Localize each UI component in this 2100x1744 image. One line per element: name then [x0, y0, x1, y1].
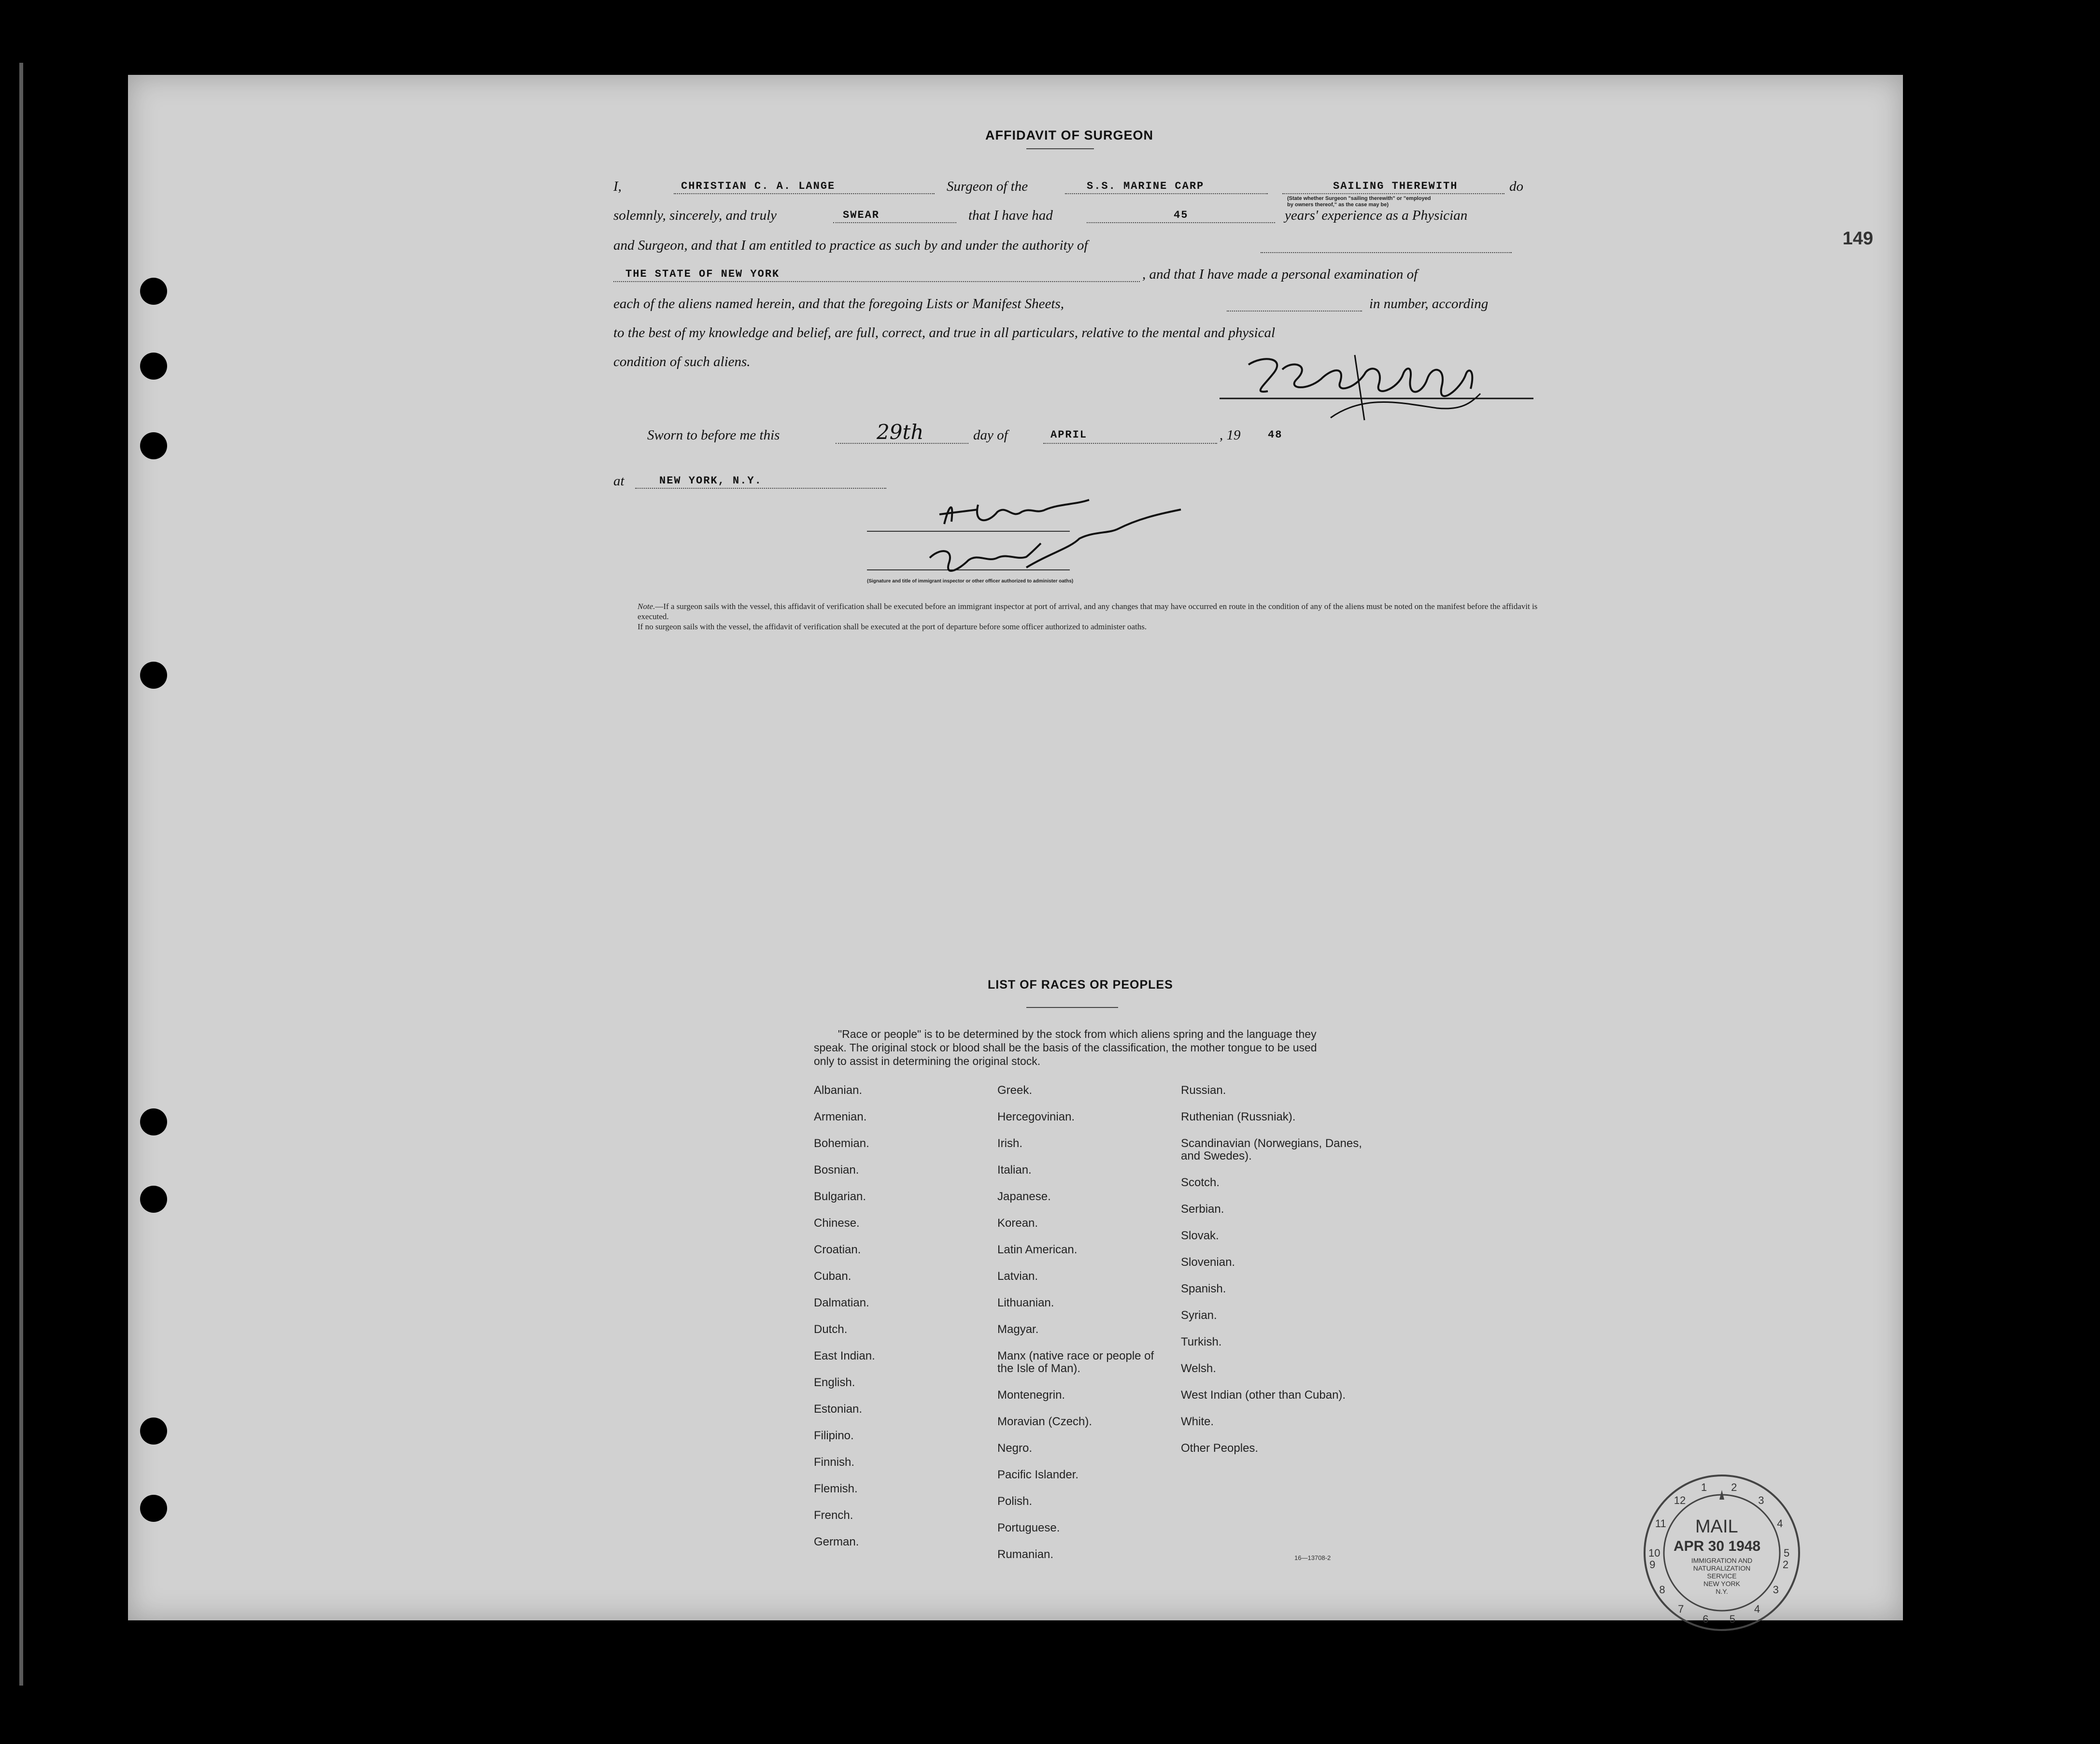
binder-hole: [140, 1108, 167, 1135]
races-col-1: [814, 1084, 973, 1562]
race-item: Rumanian.: [997, 1548, 1054, 1561]
surgeon-signature: [1220, 345, 1533, 427]
officer-caption: (Signature and title of immigrant inspector or other officer authorized to administer oaths): [867, 579, 1074, 584]
race-item: Cuban.: [814, 1270, 851, 1283]
race-item: Irish.: [997, 1137, 1023, 1150]
races-title: LIST OF RACES OR PEOPLES: [988, 978, 1173, 992]
affidavit-text: each of the aliens named herein, and that the foregoing Lists or Manifest Sheets,: [613, 296, 1064, 312]
race-item: Magyar.: [997, 1323, 1039, 1336]
race-item: Syrian.: [1181, 1309, 1217, 1322]
binder-hole: [140, 1186, 167, 1213]
race-item: Korean.: [997, 1217, 1038, 1230]
note-label: Note.: [638, 602, 655, 611]
stamp-ring-number: 9: [1649, 1559, 1656, 1571]
race-item: Japanese.: [997, 1190, 1051, 1203]
race-item: Lithuanian.: [997, 1296, 1054, 1309]
race-item: Pacific Islander.: [997, 1468, 1079, 1481]
race-item: Latin American.: [997, 1243, 1078, 1256]
binder-hole: [140, 1418, 167, 1445]
race-item: Chinese.: [814, 1217, 860, 1230]
surgeon-status: SAILING THEREWITH: [1333, 180, 1458, 192]
race-item: Scandinavian (Norwegians, Danes, and Swedes).: [1181, 1137, 1362, 1163]
race-item: Armenian.: [814, 1110, 867, 1123]
races-col-2: [997, 1084, 1166, 1575]
stamp-office: [1686, 1557, 1758, 1595]
sworn-day: 29th: [877, 420, 924, 444]
binder-hole: [140, 432, 167, 459]
race-item: Bulgarian.: [814, 1190, 866, 1203]
fill-line: [1261, 252, 1512, 253]
race-item: Dalmatian.: [814, 1296, 869, 1309]
affidavit-title: AFFIDAVIT OF SURGEON: [985, 128, 1153, 142]
affidavit-text: Surgeon of the: [947, 179, 1028, 194]
stamp-ring-number: 3: [1758, 1494, 1764, 1506]
affidavit-text: at: [613, 473, 624, 489]
stamp-ring-number: 4: [1754, 1602, 1760, 1615]
stamp-top: MAIL: [1695, 1517, 1738, 1537]
race-item: Turkish.: [1181, 1335, 1222, 1348]
note-text-1: —If a surgeon sails with the vessel, this affidavit of verification shall be executed before an immigrant inspector at port of arrival, and any changes that may have occurred en route in the condition of any of the aliens must be noted on the manifest before the affidavit is executed.: [638, 602, 1538, 621]
race-item: Russian.: [1181, 1084, 1226, 1097]
race-item: Montenegrin.: [997, 1389, 1065, 1402]
binder-hole: [140, 1495, 167, 1522]
stamp-ring-number: 6: [1703, 1613, 1709, 1626]
fill-line: [674, 193, 935, 194]
stamp-ring-number: 11: [1655, 1517, 1666, 1530]
binder-hole: [140, 662, 167, 689]
note-text-2: If no surgeon sails with the vessel, the affidavit of verification shall be executed at the port of departure before some officer authorized to administer oaths.: [638, 622, 1147, 631]
race-item: Estonian.: [814, 1403, 863, 1416]
sworn-year: 48: [1268, 429, 1283, 441]
race-item: Welsh.: [1181, 1362, 1216, 1375]
race-item: Albanian.: [814, 1084, 863, 1097]
affidavit-text: condition of such aliens.: [613, 354, 751, 369]
fill-line: [833, 222, 956, 223]
fill-line: [1282, 193, 1504, 194]
affidavit-text: , 19: [1220, 427, 1241, 443]
stamp-date: APR 30 1948: [1674, 1538, 1761, 1554]
race-item: Finnish.: [814, 1456, 855, 1469]
race-item: Polish.: [997, 1495, 1033, 1508]
race-item: Portuguese.: [997, 1521, 1060, 1534]
status-note: (State whether Surgeon "sailing therewith" or "employed by owners thereof," as the case may be): [1287, 196, 1431, 208]
race-item: East Indian.: [814, 1349, 875, 1362]
binder-hole: [140, 278, 167, 305]
race-item: Slovenian.: [1181, 1256, 1235, 1269]
stamp-ring-number: 5: [1784, 1547, 1790, 1559]
race-item: Manx (native race or people of the Isle of Man).: [997, 1349, 1154, 1375]
mail-received-stamp: [1640, 1471, 1804, 1635]
race-item: West Indian (other than Cuban).: [1181, 1389, 1346, 1402]
race-item: Dutch.: [814, 1323, 848, 1336]
officer-signature: [867, 485, 1263, 606]
binder-hole: [140, 353, 167, 380]
affidavit-text: I,: [613, 179, 622, 194]
races-col-3: [1181, 1084, 1369, 1469]
stamp-ring-number: 10: [1648, 1547, 1660, 1559]
race-item: Slovak.: [1181, 1229, 1219, 1242]
race-item: Bohemian.: [814, 1137, 869, 1150]
licensing-authority: THE STATE OF NEW YORK: [625, 268, 780, 280]
fill-line: [1087, 222, 1275, 223]
stamp-line: N.Y.: [1716, 1588, 1728, 1595]
stamp-line: NATURALIZATION: [1693, 1564, 1751, 1572]
affidavit-text: and Surgeon, and that I am entitled to practice as such by and under the authority of: [613, 238, 1088, 253]
race-item: Moravian (Czech).: [997, 1415, 1093, 1428]
stamp-ring-number: 8: [1659, 1583, 1665, 1596]
races-title-rule: [1026, 1007, 1118, 1008]
race-item: Other Peoples.: [1181, 1442, 1259, 1455]
race-item: Negro.: [997, 1442, 1033, 1455]
stamp-line: NEW YORK: [1703, 1580, 1740, 1588]
affidavit-text: Sworn to before me this: [647, 427, 780, 443]
stamp-line: IMMIGRATION AND: [1691, 1557, 1753, 1564]
surgeon-name: CHRISTIAN C. A. LANGE: [681, 180, 836, 192]
stamp-ring-number: 1: [1701, 1481, 1707, 1493]
sworn-month: APRIL: [1050, 429, 1088, 441]
stamp-ring-number: 5: [1729, 1613, 1735, 1626]
race-item: French.: [814, 1509, 853, 1522]
sworn-place: NEW YORK, N.Y.: [659, 475, 762, 487]
race-item: Serbian.: [1181, 1203, 1224, 1216]
affidavit-text: do: [1509, 179, 1523, 194]
race-item: Ruthenian (Russniak).: [1181, 1110, 1296, 1123]
ship-name: S.S. MARINE CARP: [1087, 180, 1205, 192]
affidavit-text: day of: [973, 427, 1008, 443]
affidavit-text: in number, according: [1369, 296, 1489, 312]
affidavit-text: solemnly, sincerely, and truly: [613, 208, 777, 223]
stamp-ring-number: 2: [1782, 1559, 1789, 1571]
page-number: 149: [1843, 228, 1873, 249]
stamp-ring-number: 2: [1731, 1481, 1737, 1493]
affidavit-text: , and that I have made a personal examination of: [1142, 267, 1418, 282]
stamp-ring-number: 7: [1678, 1602, 1684, 1615]
stamp-ring-number: 12: [1674, 1494, 1686, 1506]
form-number: 16—13708-2: [1294, 1554, 1331, 1561]
affidavit-text: that I have had: [968, 208, 1053, 223]
race-item: Flemish.: [814, 1482, 858, 1495]
race-item: Latvian.: [997, 1270, 1038, 1283]
race-item: Spanish.: [1181, 1282, 1226, 1295]
stamp-line: SERVICE: [1707, 1572, 1737, 1580]
affidavit-text: years' experience as a Physician: [1285, 208, 1468, 223]
affidavit-text: to the best of my knowledge and belief, are full, correct, and true in all particulars, relative to the mental and physical: [613, 325, 1276, 340]
race-item: English.: [814, 1376, 855, 1389]
race-item: German.: [814, 1535, 859, 1548]
fill-line: [1227, 311, 1362, 312]
oath-type: SWEAR: [843, 209, 880, 221]
race-item: Scotch.: [1181, 1176, 1220, 1189]
stamp-ring-number: 4: [1777, 1517, 1783, 1530]
race-item: Italian.: [997, 1163, 1032, 1177]
affidavit-title-rule: [1026, 148, 1094, 149]
race-item: White.: [1181, 1415, 1214, 1428]
race-item: Croatian.: [814, 1243, 861, 1256]
years-experience: 45: [1174, 209, 1189, 221]
race-item: Bosnian.: [814, 1163, 859, 1177]
fill-line: [613, 281, 1140, 282]
races-intro: "Race or people" is to be determined by the stock from which aliens spring and the language they speak. The original stock or blood shall be the basis of the classification, the mother tongue to be used only to assist in determining the original stock.: [814, 1028, 1317, 1067]
race-item: Filipino.: [814, 1429, 854, 1442]
affidavit-note: [638, 601, 1546, 632]
race-item: Hercegovinian.: [997, 1110, 1075, 1123]
fill-line: [635, 488, 886, 489]
fill-line: [1043, 443, 1217, 444]
document-sheet: [128, 75, 1903, 1626]
fill-line: [1065, 193, 1268, 194]
race-item: Greek.: [997, 1084, 1033, 1097]
stamp-ring-number: 3: [1773, 1583, 1779, 1596]
film-edge: [19, 63, 23, 1686]
